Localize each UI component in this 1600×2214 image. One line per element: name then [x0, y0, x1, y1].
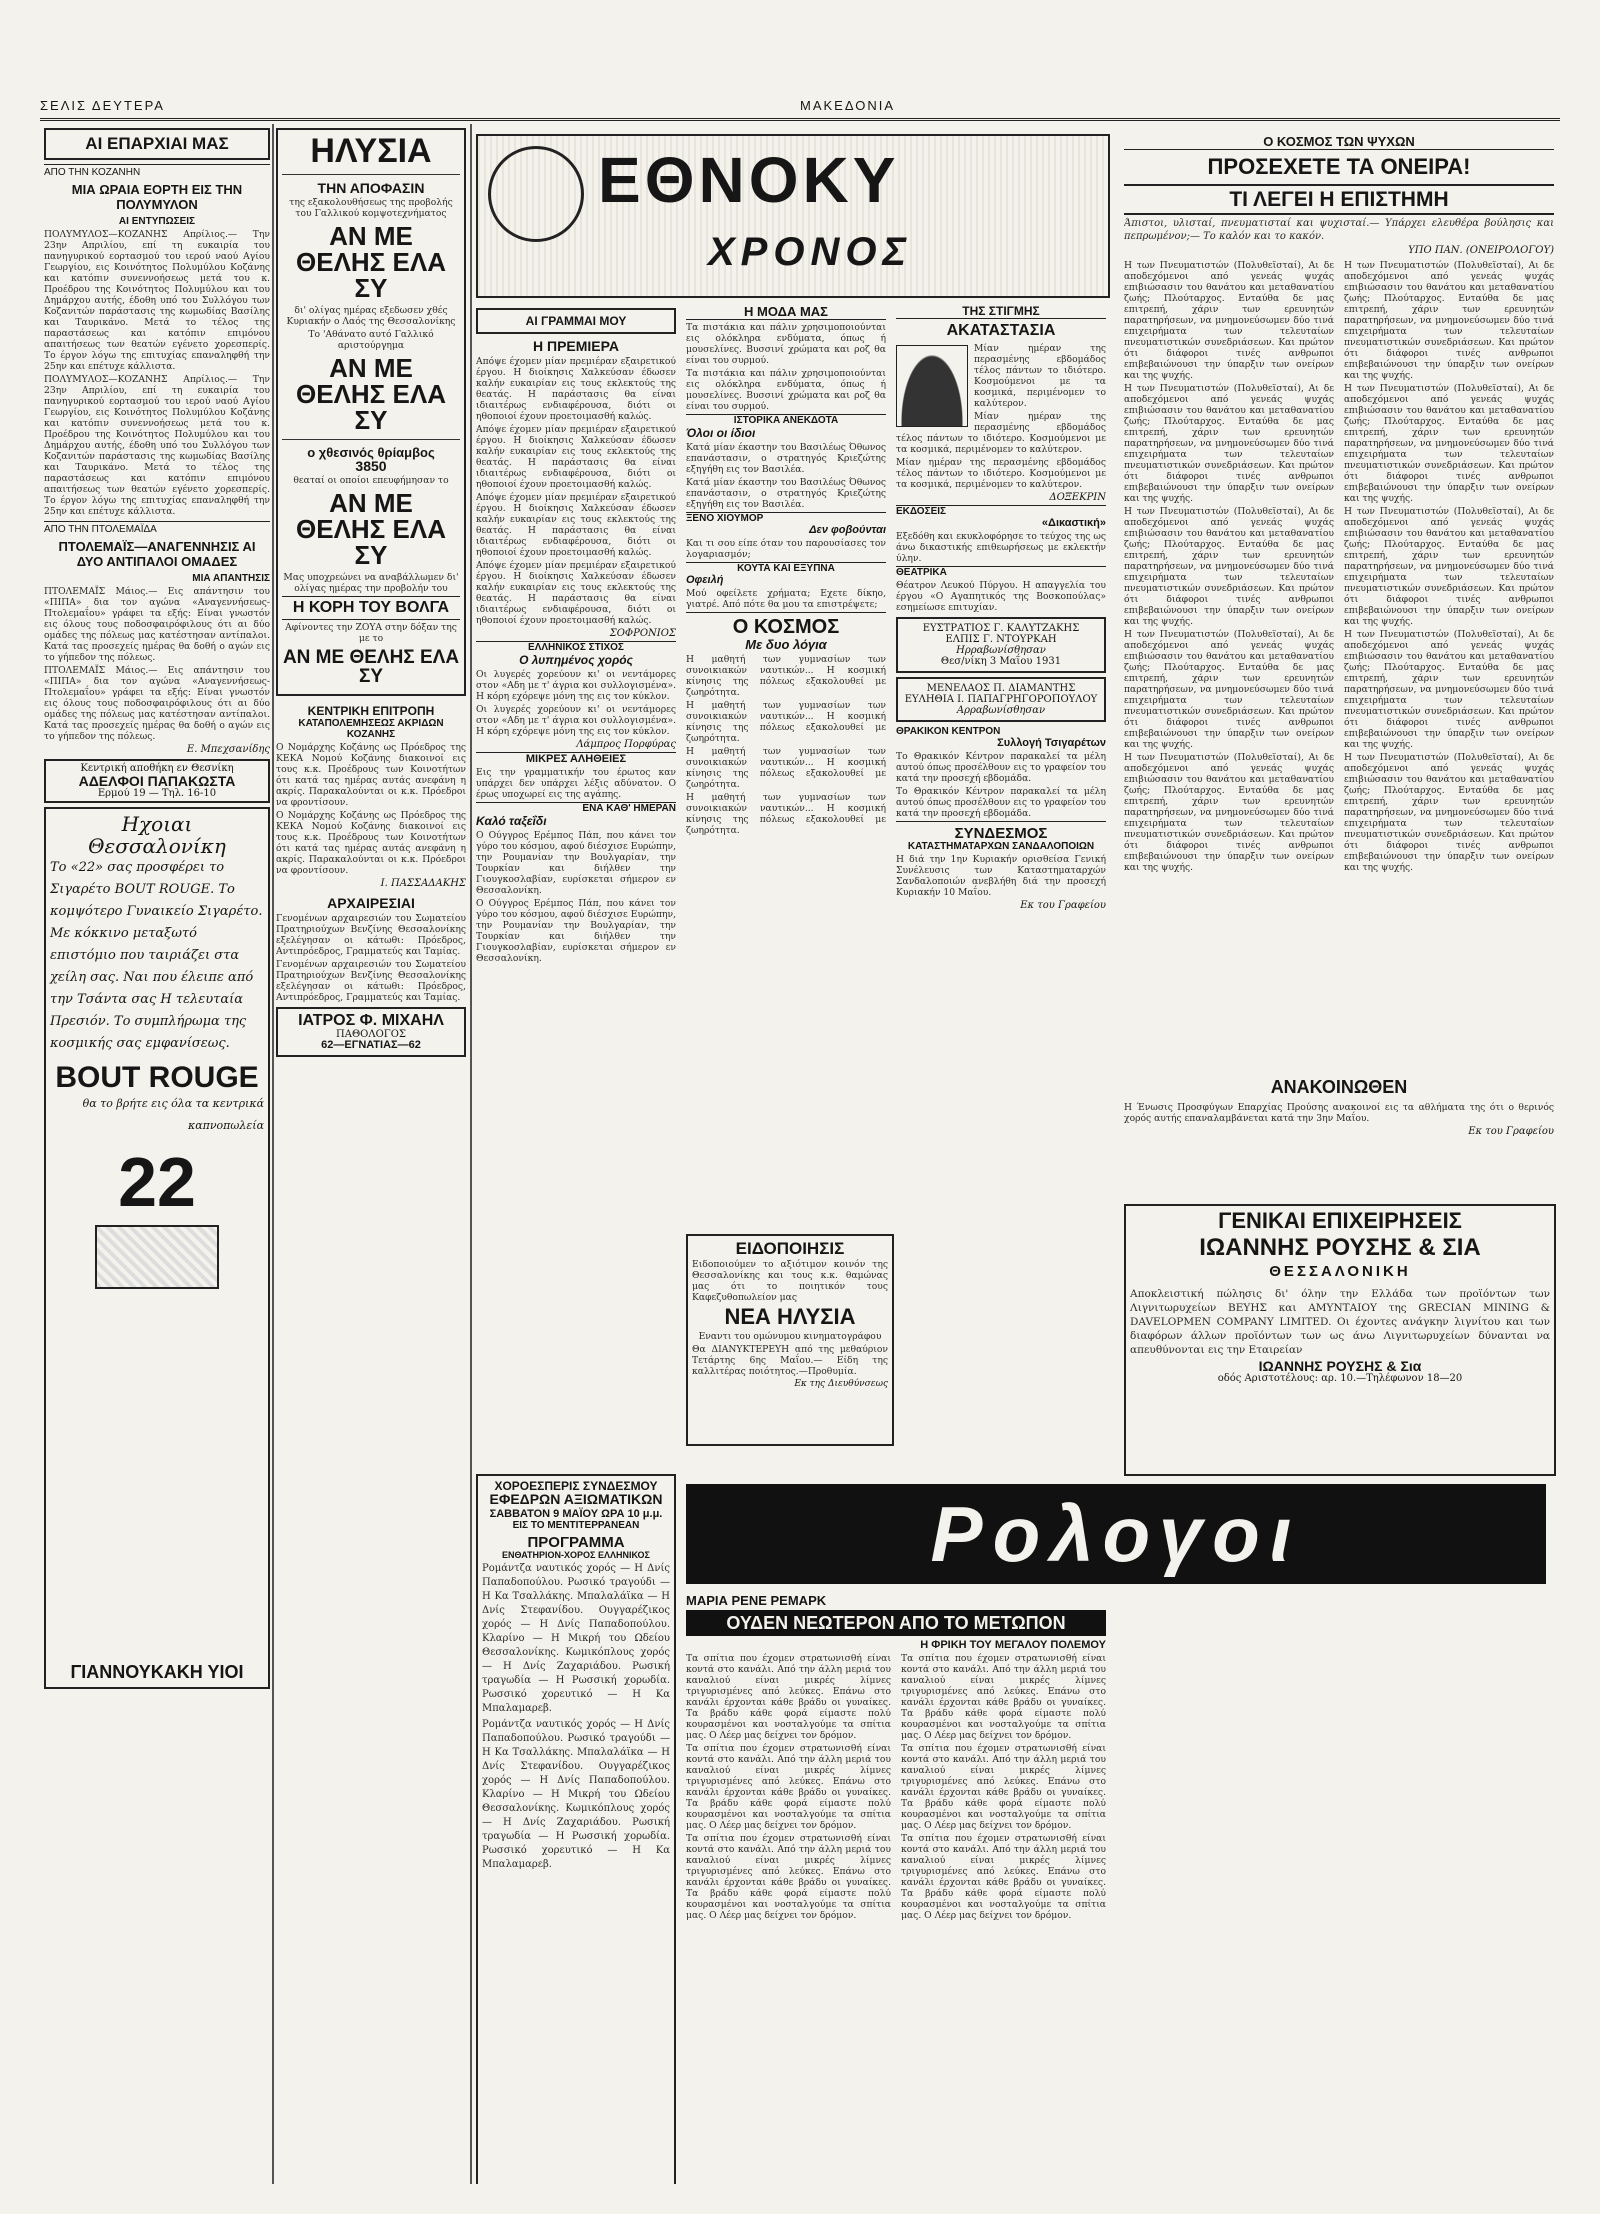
dreams-subtitle: ΤΙ ΛΕΓΕΙ Η ΕΠΙΣΤΗΜΗ: [1124, 184, 1554, 215]
ad-number: 22: [118, 1143, 196, 1221]
article-title-2: ΠΤΟΛΕΜΑΪΣ—ΑΝΑΓΕΝΝΗΣΙΣ ΑΙ ΔΥΟ ΑΝΤΙΠΑΛΟΙ ΟΜΑΔΕΣ: [58, 539, 256, 569]
cinema-line-1: ΤΗΝ ΑΠΟΦΑΣΙΝ: [317, 180, 425, 196]
novel-body-2: Τα σπίτια που έχομεν στρατωνισθή είναι κοντά στο κανάλι. Από την άλλη μεριά του καναλιού είναι μικρές λίμνες τριγυρισμένες από λεύκες. Επάνω στο κανάλι έρχονται κάθε βράδυ οι γυναίκες. Τα βράδυ κάθε φορά είμαστε πολύ κουρασμένοι και νοσταλγούμε τα σπίτια μας. Ο Λέερ μας δείχνει τον δρόμον.: [686, 1743, 891, 1831]
disorder-signature: ΔΟΞΕΚΡΙΝ: [1049, 492, 1106, 503]
ad-maker: ΓΙΑΝΝΟΥΚΑΚΗ ΥΙΟΙ: [70, 1662, 244, 1682]
article-body-continued: ΠΟΛΥΜΥΛΟΣ—ΚΟΖΑΝΗΣ Απρίλιος.— Την 23ην Απριλίου, επί τη ευκαιρία του πανηγυρικού εορτασμού του ιερού ναού Αγίου Γεωργίου, εις Κοινότητος Πολυμύλου Κοζάνης και κατόπιν συνεννοήσεως μετά του κ. Προέδρου της Κοινότητος Πολυμύλου και του Δημάρχου αυτής, έδοθη υπό του Συλλόγου των Κοζανιτών παράστασις της κωμωδίας Βασίλης και Ταυρικάνο. Μετά το τέλος της παραστάσεως και κατόπιν επιμόνου απαιτήσεως των θεατών εγένετο χορεσπερίς. Το έργον λόγω της επιτυχίας επαναληφθή την 25ην και επέτυχε κάλλιστα.: [44, 374, 270, 517]
article-body: ΠΟΛΥΜΥΛΟΣ—ΚΟΖΑΝΗΣ Απρίλιος.— Την 23ην Απριλίου, επί τη ευκαιρία του πανηγυρικού εορτασμού του ιερού ναού Αγίου Γεωργίου, εις Κοινότητος Πολυμύλου Κοζάνης και κατόπιν συνεννοήσεως μετά του κ. Προέδρου της Κοινότητος Πολυμύλου και του Δημάρχου αυτής, έδοθη υπό του Συλλόγου των Κοζανιτών παράστασις της κωμωδίας Βασίλης και Ταυρικάνο. Μετά το τέλος της παραστάσεως και κατόπιν επιμόνου απαιτήσεως των θεατών εγένετο χορεσπερίς. Το έργον λόγω της επιτυχίας επαναληφθή την 25ην και επέτυχε κάλλιστα.: [44, 229, 270, 372]
world-subtitle: Με δυο λόγια: [745, 637, 827, 652]
cafe-name: ΝΕΑ ΗΛΥΣΙΑ: [724, 1304, 856, 1329]
trip-title: Καλό ταξεΐδι: [476, 814, 547, 828]
daily-section: ΕΝΑ ΚΑΘ' ΗΜΕΡΑΝ: [476, 802, 676, 814]
engaged-date: Θεσ/νίκη 3 Μαΐου 1931: [940, 656, 1062, 667]
novel-title: ΟΥΔΕΝ ΝΕΩΤΕΡΟΝ ΑΠΟ ΤΟ ΜΕΤΩΠΟΝ: [686, 1610, 1106, 1636]
cinema-line-3: δι' ολίγας ημέρας εξεδωσεν χθές Κυριακήν ο Λαός της Θεσσαλονίκης: [286, 305, 456, 327]
elections-body: Γενομένων αρχαιρεσιών του Σωματείου Πρατηριούχων Βενζίνης Θεσσαλονίκης εξελέγησαν οι κάτωθι: Πρόεδρος, Αντιπρόεδρος, Γραμματεύς και Ταμίας.: [276, 913, 466, 957]
dreams-body-7: Η των Πνευματιστών (Πολυθεϊσταί), Αι δε αποδεχόμενοι από γενεάς ψυχάς επιβιώσασιν του θανάτου και μεταθανατίου ζωής; Πλούταρχος. Ενταύθα δε μας επιτρεπή, χάριν των ερευνητών παρατηρήσεων, να μνημονεύσωμεν δύο τινά επιχειρήματα των τελευταίων πνευματιστικών συνεδριάσεων. Και πρώτον ότι διάφοροι τινές ανθρωποι επιβεβαιώνουσι την ύπαρξιν των ονείρων και της ψυχής.: [1344, 383, 1554, 504]
article-signature: Ε. Μπεχσανίδης: [186, 744, 270, 755]
dance-title-2: ΕΦΕΔΡΩΝ ΑΞΙΩΜΑΤΙΚΩΝ: [489, 1491, 663, 1507]
world-body-2: Η μαθητή των γυμνασίων των συνοικιακών ναυτικών... Η κοσμική κίνησις της πόλεως εξακολουθεί με ζωηρότητα.: [686, 700, 886, 744]
announcement-signature: Εκ του Γραφείου: [1468, 1126, 1554, 1137]
humour-section: ΞΕΝΟ ΧΙΟΥΜΟΡ: [686, 512, 886, 524]
fashion-body: Τα πιστάκια και πάλιν χρησιμοποιούνται εις ολόκληρα ενδύματα, όπως ή μουσελίνες. Βυσσινί χρώματα και ροζ θα είναι του συρμού.: [686, 322, 886, 366]
trip-body: Ο Ούγγρος Ερέμπος Πάπ, που κάνει τον γύρο του κόσμου, αφού διέσχισε Ευρώπην, την Ρουμανίαν την Βουλγαρίαν, την Τουρκίαν και διήλθεν την Γιουγκοσλαβίαν, ευρίσκεται σήμερον εν Θεσσαλονίκη.: [476, 830, 676, 896]
mid-col-1: [476, 304, 676, 1224]
union-body: Η διά την 1ην Κυριακήν ορισθείσα Γενική Συνέλευσις των Καταστηματαρχών Σανδαλοποιών ανεβλήθη διά την προσεχή Κυριακήν 10 Μαΐου.: [896, 854, 1106, 898]
shop-address: Ερμού 19 — Τηλ. 16-10: [97, 788, 217, 799]
novel-subtitle: Η ΦΡΙΚΗ ΤΟΥ ΜΕΓΑΛΟΥ ΠΟΛΕΜΟΥ: [920, 1639, 1106, 1651]
dreams-body-2: Η των Πνευματιστών (Πολυθεϊσταί), Αι δε αποδεχόμενοι από γενεάς ψυχάς επιβιώσασιν του θανάτου και μεταθανατίου ζωής; Πλούταρχος. Ενταύθα δε μας επιτρεπή, χάριν των ερευνητών παρατηρήσεων, να μνημονεύσωμεν δύο τινά επιχειρήματα των τελευταίων πνευματιστικών συνεδριάσεων. Και πρώτον ότι διάφοροι τινές ανθρωποι επιβεβαιώνουσι την ύπαρξιν των ονείρων και της ψυχής.: [1124, 383, 1334, 504]
dance-title-1: ΧΟΡΟΕΣΠΕΡΙΣ ΣΥΝΔΕΣΜΟΥ: [494, 1479, 658, 1493]
film-title-4: ΑΝ ΜΕ ΘΕΛΗΣ ΕΛΑ ΣΥ: [282, 647, 460, 687]
committee-body-continued: Ο Νομάρχης Κοζάνης ως Πρόεδρος της ΚΕΚΑ Νομού Κοζάνης διακοινοί εις τους κ.κ. Προέδρους των Κοινοτήτων ότι κατά τας ημέρας αυτάς ανεφάνη η ακρίς. Παρακαλούνται οι κ.κ. Πρόεδροι να φροντίσουν.: [276, 810, 466, 876]
column-provinces: [44, 124, 270, 2184]
novel-body-6: Τα σπίτια που έχομεν στρατωνισθή είναι κοντά στο κανάλι. Από την άλλη μεριά του καναλιού είναι μικρές λίμνες τριγυρισμένες από λεύκες. Επάνω στο κανάλι έρχονται κάθε βράδυ οι γυναίκες. Τα βράδυ κάθε φορά είμαστε πολύ κουρασμένοι και νοσταλγούμε τα σπίτια μας. Ο Λέερ μας δείχνει τον δρόμον.: [901, 1833, 1106, 1921]
cinema-line-4: Το 'Αθάνατο αυτό Γαλλικό αριστούργημα: [308, 329, 434, 351]
cinema-line-8: Αφίνοντες την ΖΟΥΑ στην δόξαν της με το: [285, 622, 457, 644]
elections-body-continued: Γενομένων αρχαιρεσιών του Σωματείου Πρατηριούχων Βενζίνης Θεσσαλονίκης εξελέγησαν οι κάτωθι: Πρόεδρος, Αντιπρόεδρος, Γραμματεύς και Ταμίας.: [276, 959, 466, 1003]
humour-body: Και τι σου είπε όταν του παρουσίασες τον λογαριασμόν;: [686, 538, 886, 560]
paper-name: ΜΑΚΕΔΟΝΙΑ: [800, 98, 896, 113]
world-body: Η μαθητή των γυμνασίων των συνοικιακών ναυτικών... Η κοσμική κίνησις της πόλεως εξακολουθεί με ζωηρότητα.: [686, 654, 886, 698]
announcement-body: Η Ένωσις Προσφύγων Επαρχίας Προύσης ανακοινοί εις τα αθλήματα της ότι ο θερινός χορός αυτής επαναλαμβάνεται κατά την 3ην Μαΐου.: [1124, 1102, 1554, 1124]
enterprises-address: οδός Αριστοτέλους: αρ. 10.—Τηλέφωνον 18—20: [1217, 1373, 1463, 1384]
ad-logo-script: Ηχοιαι Θεσσαλονίκη: [88, 812, 226, 858]
union-subtitle: ΚΑΤΑΣΤΗΜΑΤΑΡΧΩΝ ΣΑΝΔΑΛΟΠΟΙΩΝ: [907, 841, 1095, 852]
novel-author: ΜΑΡΙΑ ΡΕΝΕ ΡΕΜΑΡΚ: [686, 1594, 827, 1608]
notice-signature: Εκ της Διευθύνσεως: [794, 1379, 888, 1389]
programme-subtitle: ΕΝΘΑΤΗΡΙΟΝ-ΧΟΡΟΣ ΕΛΛΗΝΙΚΟΣ: [502, 1550, 650, 1560]
witty-body: Μού οφείλετε χρήματα; Εχετε δίκηο, γιατρέ. Από πότε θα μου τα επιστρέψετε;: [686, 588, 886, 610]
anecdote-body-2: Κατά μίαν έκαστην του Βασιλέως Όθωνος επανάστασιν, ο στρατηγός Κριεζώτης εξηγήθη εις τον Βασιλέα.: [686, 477, 886, 510]
enterprises-title: ΓΕΝΙΚΑΙ ΕΠΙΧΕΙΡΗΣΕΙΣ: [1218, 1208, 1462, 1233]
doctor-name: ΙΑΤΡΟΣ Φ. ΜΙΧΑΗΛ: [298, 1012, 444, 1029]
portrait-icon: [896, 345, 968, 427]
doctor-specialty: ΠΑΘΟΛΟΓΟΣ: [336, 1029, 406, 1040]
humour-title: Δεν φοβούνται: [809, 524, 886, 536]
publications-section: ΕΚΔΟΣΕΙΣ: [896, 505, 1106, 517]
thracian-section: ΘΡΑΚΙΚΟΝ ΚΕΝΤΡΟΝ: [896, 726, 1001, 737]
my-letters-title: ΑΙ ΓΡΑΜΜΑΙ ΜΟΥ: [476, 308, 676, 334]
union-title: ΣΥΝΔΕΣΜΟΣ: [896, 821, 1106, 841]
trip-body-2: Ο Ούγγρος Ερέμπος Πάπ, που κάνει τον γύρο του κόσμου, αφού διέσχισε Ευρώπην, την Ρουμανίαν την Βουλγαρίαν, την Τουρκίαν και διήλθεν την Γιουγκοσλαβίαν, ευρίσκεται σήμερον εν Θεσσαλονίκη.: [476, 898, 676, 964]
engaged-label: Ηρραβωνίσθησαν: [956, 645, 1046, 656]
dreams-title: ΠΡΟΣΕΧΕΤΕ ΤΑ ΟΝΕΙΡΑ!: [1207, 154, 1471, 179]
cinema-line-2: της εξακολουθήσεως της προβολής του Γαλλικού κομψοτεχνήματος: [289, 197, 453, 219]
audience-count: 3850: [355, 458, 387, 474]
witty-section: ΚΟΥΤΑ ΚΑΙ ΕΞΥΠΝΑ: [686, 562, 886, 574]
film-title: ΑΝ ΜΕ ΘΕΛΗΣ ΕΛΑ ΣΥ: [296, 221, 446, 303]
small-truths-title: ΜΙΚΡΕΣ ΑΛΗΘΕΙΕΣ: [476, 752, 676, 765]
article-origin: ΑΠΟ ΤΗΝ ΚΟΖΑΝΗΝ: [44, 164, 270, 178]
dreams-body-1: Η των Πνευματιστών (Πολυθεϊσταί), Αι δε αποδεχόμενοι από γενεάς ψυχάς επιβιώσασιν του θανάτου και μεταθανατίου ζωής; Πλούταρχος. Ενταύθα δε μας επιτρεπή, χάριν των ερευνητών παρατηρήσεων, να μνημονεύσωμεν δύο τινά επιχειρήματα των τελευταίων πνευματιστικών συνεδριάσεων. Και πρώτον ότι διάφοροι τινές ανθρωποι επιβεβαιώνουσι την ύπαρξιν των ονείρων και της ψυχής.: [1124, 260, 1334, 381]
disorder-body-2: Μίαν ημέραν της περασμένης εβδομάδος τέλος πάντων το ιδιότερο. Κοσμούμενοι με τα κοσμικά, περιμένομεν το καλύτερον.: [896, 411, 1106, 455]
theatre-body: Θέατρον Λευκού Πύργου. Η απαγγελία του έργου «Ο Αγαπητικός της Βοσκοπούλας» εσημείωσε επιτυχίαν.: [896, 580, 1106, 613]
article-subtitle-2: ΜΙΑ ΑΠΑΝΤΗΣΙΣ: [192, 573, 270, 584]
poem-body: Οι λυγερές χορεύουν κι' οι νεντάμορες στον «Αδη με τ' άγρια κοι συλλογισμένα». Η κόρη εχόρεψε μόνη της εις τον κύκλον.: [476, 669, 676, 702]
world-body-3: Η μαθητή των γυμνασίων των συνοικιακών ναυτικών... Η κοσμική κίνησις της πόλεως εξακολουθεί με ζωηρότητα.: [686, 746, 886, 790]
dreams-byline: ΥΠΟ ΠΑΝ. (ΟΝΕΙΡΟΛΟΓΟΥ): [1408, 245, 1554, 256]
premiere-body: Απόψε έχομεν μίαν πρεμιέραν εξαιρετικού έργου. Η διοίκησις Χαλκεύσαν έδωσεν καλήν ευκαιρίαν εις τους εκλεκτούς της θεατάς. Η παράστασις θα είναι ιδιαιτέρως ενδιαφέρουσα, διότι οι ηθοποιοί έχουν προετοιμασθή καλώς.: [476, 356, 676, 422]
article-origin-2: ΑΠΟ ΤΗΝ ΠΤΟΛΕΜΑΪΔΑ: [44, 521, 270, 535]
poem-body-2: Οι λυγερές χορεύουν κι' οι νεντάμορες στον «Αδη με τ' άγρια κοι συλλογισμένα». Η κόρη εχόρεψε μόνη της εις τον κύκλον.: [476, 704, 676, 737]
clock-ad-word: Ρολογοι: [930, 1490, 1302, 1578]
novel-continued: [1124, 1594, 1554, 2184]
novel-body-3: Τα σπίτια που έχομεν στρατωνισθή είναι κοντά στο κανάλι. Από την άλλη μεριά του καναλιού είναι μικρές λίμνες τριγυρισμένες από λεύκες. Επάνω στο κανάλι έρχονται κάθε βράδυ οι γυναίκες. Τα βράδυ κάθε φορά είμαστε πολύ κουρασμένοι και νοσταλγούμε τα σπίτια μας. Ο Λέερ μας δείχνει τον δρόμον.: [686, 1833, 891, 1921]
ad-text: Το «22» σας προσφέρει το Σιγαρέτο BOUT ROUGE. Το κομψότερο Γυναικείο Σιγαρέτο. Με κόκκινο μεταξωτό επιστόμιο που ταιριάζει στα χείλη σας. Ναι που έλειπε από την Τσάντα σας Η τελευταία Πρεσιόν. Το συμπλήρωμα της κοσμικής σας εμφανίσεως.: [50, 860, 263, 1051]
notice-box: [686, 1234, 894, 1446]
engaged-label-2: Αρραβωνίσθησαν: [956, 705, 1046, 716]
dreams-body-6: Η των Πνευματιστών (Πολυθεϊσταί), Αι δε αποδεχόμενοι από γενεάς ψυχάς επιβιώσασιν του θανάτου και μεταθανατίου ζωής; Πλούταρχος. Ενταύθα δε μας επιτρεπή, χάριν των ερευνητών παρατηρήσεων, να μνημονεύσωμεν δύο τινά επιχειρήματα των τελευταίων πνευματιστικών συνεδριάσεων. Και πρώτον ότι διάφοροι τινές ανθρωποι επιβεβαιώνουσι την ύπαρξιν των ονείρων και της ψυχής.: [1344, 260, 1554, 381]
remarque-novel: [686, 1594, 1106, 2184]
cinema-line-6: θεαταί οι οποίοι επευφήμησαν το: [293, 475, 449, 486]
novel-body-4: Τα σπίτια που έχομεν στρατωνισθή είναι κοντά στο κανάλι. Από την άλλη μεριά του καναλιού είναι μικρές λίμνες τριγυρισμένες από λεύκες. Επάνω στο κανάλι έρχονται κάθε βράδυ οι γυναίκες. Τα βράδυ κάθε φορά είμαστε πολύ κουρασμένοι και νοσταλγούμε τα σπίτια μας. Ο Λέερ μας δείχνει τον δρόμον.: [901, 1653, 1106, 1741]
dance-programme: [476, 1474, 676, 2184]
fashion-body-2: Τα πιστάκια και πάλιν χρησιμοποιούνται εις ολόκληρα ενδύματα, όπως ή μουσελίνες. Βυσσινί χρώματα και ροζ θα είναι του συρμού.: [686, 368, 886, 412]
announcement: [1124, 1074, 1554, 1194]
poem-signature: Λάμπρος Πορφύρας: [576, 739, 676, 750]
witty-title: Οφειλή: [686, 574, 724, 586]
judicial-body: Εξεδόθη και εκυκλοφόρησε το τεύχος της ως άνω δικαστικής επιθεωρήσεως με εκλεκτήν ύλην.: [896, 531, 1106, 564]
committee-signature: Ι. ΠΑΣΣΑΔΑΚΗΣ: [380, 878, 466, 889]
programme-list: Ρομάντζα ναυτικός χορός — Η Δνίς Παπαδοπούλου. Ρωσικό τραγούδι — Η Κα Τσαλλάκης. Μπαλαλάϊκα — Η Δνίς Στεφανίδου. Ουγγαρέζικος χορός — Η Δνίς Παπαδοπούλου. Κλαρίνο — Η Μικρή του Ωδείου Θεσσαλονίκης. Κωμικόπλους χορός — Η Δνίς Ζαχαριάδου. Ρωσική τραγωδία — Η Ρωσσική χορωδία. Ρωσσικό χορευτικό — Η Κα Μπαλαμαρεβ.: [482, 1563, 670, 1714]
enterprises-body: Αποκλειστική πώλησις δι' όλην την Ελλάδα των προϊόντων των Λιγνιτωρυχείων ΒΕΥΗΣ και ΑΜΥΝΤΑΙΟΥ της GRECIAN MINING & DAVELOPMEN COMPANY LIMITED. Οι έχοντες ανάγκην λιγνίτου και των διαφόρων άλλων προϊόντων των ως άνω Λιγνιτωρυχείων δύνανται να απευθύνονται εις την Εταιρείαν: [1130, 1288, 1550, 1356]
engaged-man: ΕΥΣΤΡΑΤΙΟΣ Γ. ΚΑΛΥΤΖΑΚΗΣ: [922, 623, 1080, 634]
cinema-name: ΗΛΥΣΙΑ: [310, 132, 432, 170]
elections-title: ΑΡΧΑΙΡΕΣΙΑΙ: [327, 895, 415, 911]
disorder-title: ΑΚΑΤΑΣΤΑΣΙΑ: [946, 322, 1056, 339]
article-subtitle: ΑΙ ΕΝΤΥΠΩΣΕΙΣ: [118, 216, 196, 227]
dance-venue: ΕΙΣ ΤΟ ΜΕΝΤΙΤΕΡΡΑΝΕΑΝ: [512, 1520, 640, 1531]
world-title: Ο ΚΟΣΜΟΣ: [686, 612, 886, 637]
engaged-woman-2: ΕΥΛΗΘΙΑ Ι. ΠΑΠΑΓΡΗΓΟΡΟΠΟΥΛΟΥ: [904, 694, 1098, 705]
engaged-man-2: ΜΕΝΕΛΑΟΣ Π. ΔΙΑΜΑΝΤΗΣ: [926, 683, 1076, 694]
fashion-title: Η ΜΟΔΑ ΜΑΣ: [686, 304, 886, 320]
enterprises-signature: ΙΩΑΝΝΗΣ ΡΟΥΣΗΣ & Σια: [1258, 1358, 1422, 1374]
theatre-section: ΘΕΑΤΡΙΚΑ: [896, 566, 1106, 578]
column-divider: [470, 124, 472, 2184]
small-truths-body: Εις την γραμματικήν του έρωτος καν υπάρχει δεν υπάρχει λέξις αδύνατον. Ο έρως υποχωρεί εις της αγάπης.: [476, 767, 676, 800]
dreams-body-9: Η των Πνευματιστών (Πολυθεϊσταί), Αι δε αποδεχόμενοι από γενεάς ψυχάς επιβιώσασιν του θανάτου και μεταθανατίου ζωής; Πλούταρχος. Ενταύθα δε μας επιτρεπή, χάριν των ερευνητών παρατηρήσεων, να μνημονεύσωμεν δύο τινά επιχειρήματα των τελευταίων πνευματιστικών συνεδριάσεων. Και πρώτον ότι διάφοροι τινές ανθρωποι επιβεβαιώνουσι την ύπαρξιν των ονείρων και της ψυχής.: [1344, 629, 1554, 750]
greek-verse-section: ΕΛΛΗΝΙΚΟΣ ΣΤΙΧΟΣ: [476, 641, 676, 653]
dance-date: ΣΑΒΒΑΤΟΝ 9 ΜΑΪΟΥ ΩΡΑ 10 μ.μ.: [489, 1508, 663, 1520]
film-title-repeat: ΑΝ ΜΕ ΘΕΛΗΣ ΕΛΑ ΣΥ: [296, 353, 446, 435]
thracian-body-2: Το Θρακικόν Κέντρον παρακαλεί τα μέλη αυτού όπως προσέλθουν εις το γραφείον του κατά την προσεχή εβδομάδα.: [896, 786, 1106, 819]
dreams-article: [1124, 134, 1554, 1064]
judicial-title: «Δικαστική»: [1041, 517, 1106, 529]
mid-col-3: [896, 304, 1106, 1224]
doctor-address: 62—ΕΓΝΑΤΙΑΣ—62: [321, 1039, 421, 1051]
doctor-ad: [276, 1007, 466, 1057]
premiere-body-2: Απόψε έχομεν μίαν πρεμιέραν εξαιρετικού έργου. Η διοίκησις Χαλκεύσαν έδωσεν καλήν ευκαιρίαν εις τους εκλεκτούς της θεατάς. Η παράστασις θα είναι ιδιαιτέρως ενδιαφέρουσα, διότι οι ηθοποιοί έχουν προετοιμασθή καλώς.: [476, 424, 676, 490]
masthead: [40, 96, 1560, 121]
enterprises-ad: [1124, 1204, 1556, 1476]
article-title: ΜΙΑ ΩΡΑΙΑ ΕΟΡΤΗ ΕΙΣ ΤΗΝ ΠΟΛΥΜΥΛΟΝ: [71, 182, 243, 212]
committee-title: ΚΕΝΤΡΙΚΗ ΕΠΙΤΡΟΠΗ: [307, 704, 435, 718]
shop-name: ΑΔΕΛΦΟΙ ΠΑΠΑΚΩΣΤΑ: [78, 773, 236, 789]
world-body-4: Η μαθητή των γυμνασίων των συνοικιακών ναυτικών... Η κοσμική κίνησις της πόλεως εξακολουθεί με ζωηρότητα.: [686, 792, 886, 836]
dreams-body-8: Η των Πνευματιστών (Πολυθεϊσταί), Αι δε αποδεχόμενοι από γενεάς ψυχάς επιβιώσασιν του θανάτου και μεταθανατίου ζωής; Πλούταρχος. Ενταύθα δε μας επιτρεπή, χάριν των ερευνητών παρατηρήσεων, να μνημονεύσωμεν δύο τινά επιχειρήματα των τελευταίων πνευματιστικών συνεδριάσεων. Και πρώτον ότι διάφοροι τινές ανθρωποι επιβεβαιώνουσι την ύπαρξιν των ονείρων και της ψυχής.: [1344, 506, 1554, 627]
notice-body: Ειδοποιούμεν το αξιότιμον κοινόν της Θεσσαλονίκης και τους κ.κ. θαμώνας μας ότι το ποιητικόν τους Καφεζυθοπωλείον μας: [692, 1259, 888, 1303]
dreams-body-4: Η των Πνευματιστών (Πολυθεϊσταί), Αι δε αποδεχόμενοι από γενεάς ψυχάς επιβιώσασιν του θανάτου και μεταθανατίου ζωής; Πλούταρχος. Ενταύθα δε μας επιτρεπή, χάριν των ερευνητών παρατηρήσεων, να μνημονεύσωμεν δύο τινά επιχειρήματα των τελευταίων πνευματιστικών συνεδριάσεων. Και πρώτον ότι διάφοροι τινές ανθρωποι επιβεβαιώνουσι την ύπαρξιν των ονείρων και της ψυχής.: [1124, 629, 1334, 750]
banner-word-1: ΕΘΝΟΚΥ: [598, 144, 900, 216]
novel-body-1: Τα σπίτια που έχομεν στρατωνισθή είναι κοντά στο κανάλι. Από την άλλη μεριά του καναλιού είναι μικρές λίμνες τριγυρισμένες από λεύκες. Επάνω στο κανάλι έρχονται κάθε βράδυ οι γυναίκες. Τα βράδυ κάθε φορά είμαστε πολύ κουρασμένοι και νοσταλγούμε τα σπίτια μας. Ο Λέερ μας δείχνει τον δρόμον.: [686, 1653, 891, 1741]
dreams-body-5: Η των Πνευματιστών (Πολυθεϊσταί), Αι δε αποδεχόμενοι από γενεάς ψυχάς επιβιώσασιν του θανάτου και μεταθανατίου ζωής; Πλούταρχος. Ενταύθα δε μας επιτρεπή, χάριν των ερευνητών παρατηρήσεων, να μνημονεύσωμεν δύο τινά επιχειρήματα των τελευταίων πνευματιστικών συνεδριάσεων. Και πρώτον ότι διάφοροι τινές ανθρωποι επιβεβαιώνουσι την ύπαρξιν των ονείρων και της ψυχής.: [1124, 752, 1334, 873]
thracian-title: Συλλογή Τσιγαρέτων: [997, 737, 1106, 749]
article-body-2: ΠΤΟΛΕΜΑΪΣ Μάιος.— Εις απάντησιν του «ΠΙΠΑ» δια τον αγώνα «Αναγεννήσεως-Πτολεμαΐου» γράφει τα εξής: Είναι γνωστόν εις όλους τους ποδοσφαιρόφιλους ότι αι δύο ομάδες της πόλεως μας κατέστησαν αντίπαλοι. Κατά τας προσεχείς ημέρας θα δοθή ο αγών εις το γήπεδον της πόλεως.: [44, 586, 270, 663]
engaged-woman: ΕΛΠΙΣ Γ. ΝΤΟΥΡΚΑΗ: [945, 634, 1057, 645]
engagement-notice-1: [896, 617, 1106, 673]
mid-col-2: [686, 304, 886, 1224]
enterprises-name: ΙΩΑΝΝΗΣ ΡΟΥΣΗΣ & ΣΙΑ: [1199, 1234, 1481, 1261]
programme-title: ΠΡΟΓΡΑΜΜΑ: [527, 1534, 625, 1551]
premiere-body-4: Απόψε έχομεν μίαν πρεμιέραν εξαιρετικού έργου. Η διοίκησις Χαλκεύσαν έδωσεν καλήν ευκαιρίαν εις τους εκλεκτούς της θεατάς. Η παράστασις θα είναι ιδιαιτέρως ενδιαφέρουσα, διότι οι ηθοποιοί έχουν προετοιμασθή καλώς.: [476, 560, 676, 626]
enterprises-city: ΘΕΣΣΑΛΟΝΙΚΗ: [1269, 1263, 1411, 1280]
anecdotes-section: ΙΣΤΟΡΙΚΑ ΑΝΕΚΔΟΤΑ: [686, 414, 886, 426]
notice-body-3: Θα ΔΙΑΝΥΚΤΕΡΕΥΗ από της μεθαύριον Τετάρτης 6ης Μαΐου.— Είδη της καλλιτέρας ποιότητος.—Προθυμία.: [692, 1344, 888, 1377]
notice-title: ΕΙΔΟΠΟΙΗΣΙΣ: [735, 1239, 845, 1258]
disorder-body: Μίαν ημέραν της περασμένης εβδομάδος τέλος πάντων το ιδιότερο. Κοσμούμενοι με τα κοσμικά, περιμένομεν το καλύτερον.: [974, 343, 1106, 409]
page-label: ΣΕΛΙΣ ΔΕΥΤΕΡΑ: [40, 98, 165, 113]
ad-brand: BOUT ROUGE: [55, 1061, 259, 1094]
disorder-body-3: Μίαν ημέραν της περασμένης εβδομάδος τέλος πάντων το ιδιότερο. Κοσμούμενοι με τα κοσμικά, περιμένομεν το καλύτερον.: [896, 457, 1106, 490]
committee-subtitle: ΚΑΤΑΠΟΛΕΜΗΣΕΩΣ ΑΚΡΙΔΩΝ ΚΟΖΑΝΗΣ: [298, 718, 444, 740]
moment-section: ΤΗΣ ΣΤΙΓΜΗΣ: [896, 304, 1106, 319]
shop-ad: [44, 759, 270, 803]
main-area: [476, 124, 1556, 2184]
film-title-2: Η ΚΟΡΗ ΤΟΥ ΒΟΛΓΑ: [282, 596, 460, 620]
cigarette-ad: [44, 807, 270, 1689]
dreams-body-10: Η των Πνευματιστών (Πολυθεϊσταί), Αι δε αποδεχόμενοι από γενεάς ψυχάς επιβιώσασιν του θανάτου και μεταθανατίου ζωής; Πλούταρχος. Ενταύθα δε μας επιτρεπή, χάριν των ερευνητών παρατηρήσεων, να μνημονεύσωμεν δύο τινά επιχειρήματα των τελευταίων πνευματιστικών συνεδριάσεων. Και πρώτον ότι διάφοροι τινές ανθρωποι επιβεβαιώνουσι την ύπαρξιν των ονείρων και της ψυχής.: [1344, 752, 1554, 873]
committee-body: Ο Νομάρχης Κοζάνης ως Πρόεδρος της ΚΕΚΑ Νομού Κοζάνης διακοινοί εις τους κ.κ. Προέδρους των Κοινοτήτων ότι κατά τας ημέρας αυτάς ανεφάνη η ακρίς. Παρακαλούνται οι κ.κ. Πρόεδροι να φροντίσουν.: [276, 742, 466, 808]
anecdote-body: Κατά μίαν έκαστην του Βασιλέως Όθωνος επανάστασιν, ο στρατηγός Κριεζώτης εξηγήθη εις τον Βασιλέα.: [686, 442, 886, 475]
union-signature: Εκ του Γραφείου: [1020, 900, 1106, 911]
dreams-body-3: Η των Πνευματιστών (Πολυθεϊσταί), Αι δε αποδεχόμενοι από γενεάς ψυχάς επιβιώσασιν του θανάτου και μεταθανατίου ζωής; Πλούταρχος. Ενταύθα δε μας επιτρεπή, χάριν των ερευνητών παρατηρήσεων, να μνημονεύσωμεν δύο τινά επιχειρήματα των τελευταίων πνευματιστικών συνεδριάσεων. Και πρώτον ότι διάφοροι τινές ανθρωποι επιβεβαιώνουσι την ύπαρξιν των ονείρων και της ψυχής.: [1124, 506, 1334, 627]
premiere-signature: ΣΟΦΡΟΝΙΟΣ: [609, 628, 676, 639]
chronos-banner: [476, 134, 1110, 298]
anecdote-title: Όλοι οι ίδιοι: [686, 426, 756, 440]
notice-body-2: Εναντι του ομώνυμου κινηματογράφου: [698, 1331, 882, 1342]
clock-ad: [686, 1484, 1546, 1584]
premiere-body-3: Απόψε έχομεν μίαν πρεμιέραν εξαιρετικού έργου. Η διοίκησις Χαλκεύσαν έδωσεν καλήν ευκαιρίαν εις τους εκλεκτούς της θεατάς. Η παράστασις θα είναι ιδιαιτέρως ενδιαφέρουσα, διότι οι ηθοποιοί έχουν προετοιμασθή καλώς.: [476, 492, 676, 558]
cinema-line-7: Μας υποχρεώνει να αναβάλλωμεν δι' ολίγας ημέρας την προβολήν του: [283, 572, 459, 594]
dreams-lead: Άπιστοι, υλισταί, πνευματισταί και ψυχισταί.— Υπάρχει ελευθέρα βούλησις και πεπρωμένον;— Το καλόν και το κακόν.: [1124, 218, 1554, 242]
thracian-body: Το Θρακικόν Κέντρον παρακαλεί τα μέλη αυτού όπως προσέλθουν εις το γραφείον του κατά την προσεχή εβδομάδα.: [896, 751, 1106, 784]
banner-word-2: ΧΡΟΝΟΣ: [708, 230, 913, 274]
cinema-ad: [276, 128, 466, 696]
dreams-section: Ο ΚΟΣΜΟΣ ΤΩΝ ΨΥΧΩΝ: [1124, 134, 1554, 150]
section-title: ΑΙ ΕΠΑΡΧΙΑΙ ΜΑΣ: [44, 128, 270, 160]
programme-list-2: Ρομάντζα ναυτικός χορός — Η Δνίς Παπαδοπούλου. Ρωσικό τραγούδι — Η Κα Τσαλλάκης. Μπαλαλάϊκα — Η Δνίς Στεφανίδου. Ουγγαρέζικος χορός — Η Δνίς Παπαδοπούλου. Κλαρίνο — Η Μικρή του Ωδείου Θεσσαλονίκης. Κωμικόπλους χορός — Η Δνίς Ζαχαριάδου. Ρωσική τραγωδία — Η Ρωσσική χορωδία. Ρωσσικό χορευτικό — Η Κα Μπαλαμαρεβ.: [482, 1719, 670, 1870]
shop-line-1: Κεντρική αποθήκη εν Θεσνίκη: [80, 763, 234, 774]
premiere-title: Η ΠΡΕΜΙΕΡΑ: [532, 338, 620, 354]
banner-ornament-icon: [488, 146, 584, 242]
cigarette-pack-icon: [95, 1225, 219, 1289]
engagement-notice-2: [896, 677, 1106, 722]
film-title-3: ΑΝ ΜΕ ΘΕΛΗΣ ΕΛΑ ΣΥ: [296, 488, 446, 570]
column-divider: [272, 124, 274, 2184]
poem-title: Ο λυπημένος χορός: [519, 653, 633, 667]
article-body-2-continued: ΠΤΟΛΕΜΑΪΣ Μάιος.— Εις απάντησιν του «ΠΙΠΑ» δια τον αγώνα «Αναγεννήσεως-Πτολεμαΐου» γράφει τα εξής: Είναι γνωστόν εις όλους τους ποδοσφαιρόφιλους ότι αι δύο ομάδες της πόλεως μας κατέστησαν αντίπαλοι. Κατά τας προσεχείς ημέρας θα δοθή ο αγών εις το γήπεδον της πόλεως.: [44, 665, 270, 742]
announcement-title: ΑΝΑΚΟΙΝΩΘΕΝ: [1270, 1077, 1408, 1097]
cinema-line-5: ο χθεσινός θρίαμβος: [307, 445, 435, 460]
ad-where: θα το βρήτε εις όλα τα κεντρικά καπνοπωλεία: [82, 1097, 264, 1132]
novel-body-5: Τα σπίτια που έχομεν στρατωνισθή είναι κοντά στο κανάλι. Από την άλλη μεριά του καναλιού είναι μικρές λίμνες τριγυρισμένες από λεύκες. Επάνω στο κανάλι έρχονται κάθε βράδυ οι γυναίκες. Τα βράδυ κάθε φορά είμαστε πολύ κουρασμένοι και νοσταλγούμε τα σπίτια μας. Ο Λέερ μας δείχνει τον δρόμον.: [901, 1743, 1106, 1831]
column-cinema: [276, 124, 466, 2184]
